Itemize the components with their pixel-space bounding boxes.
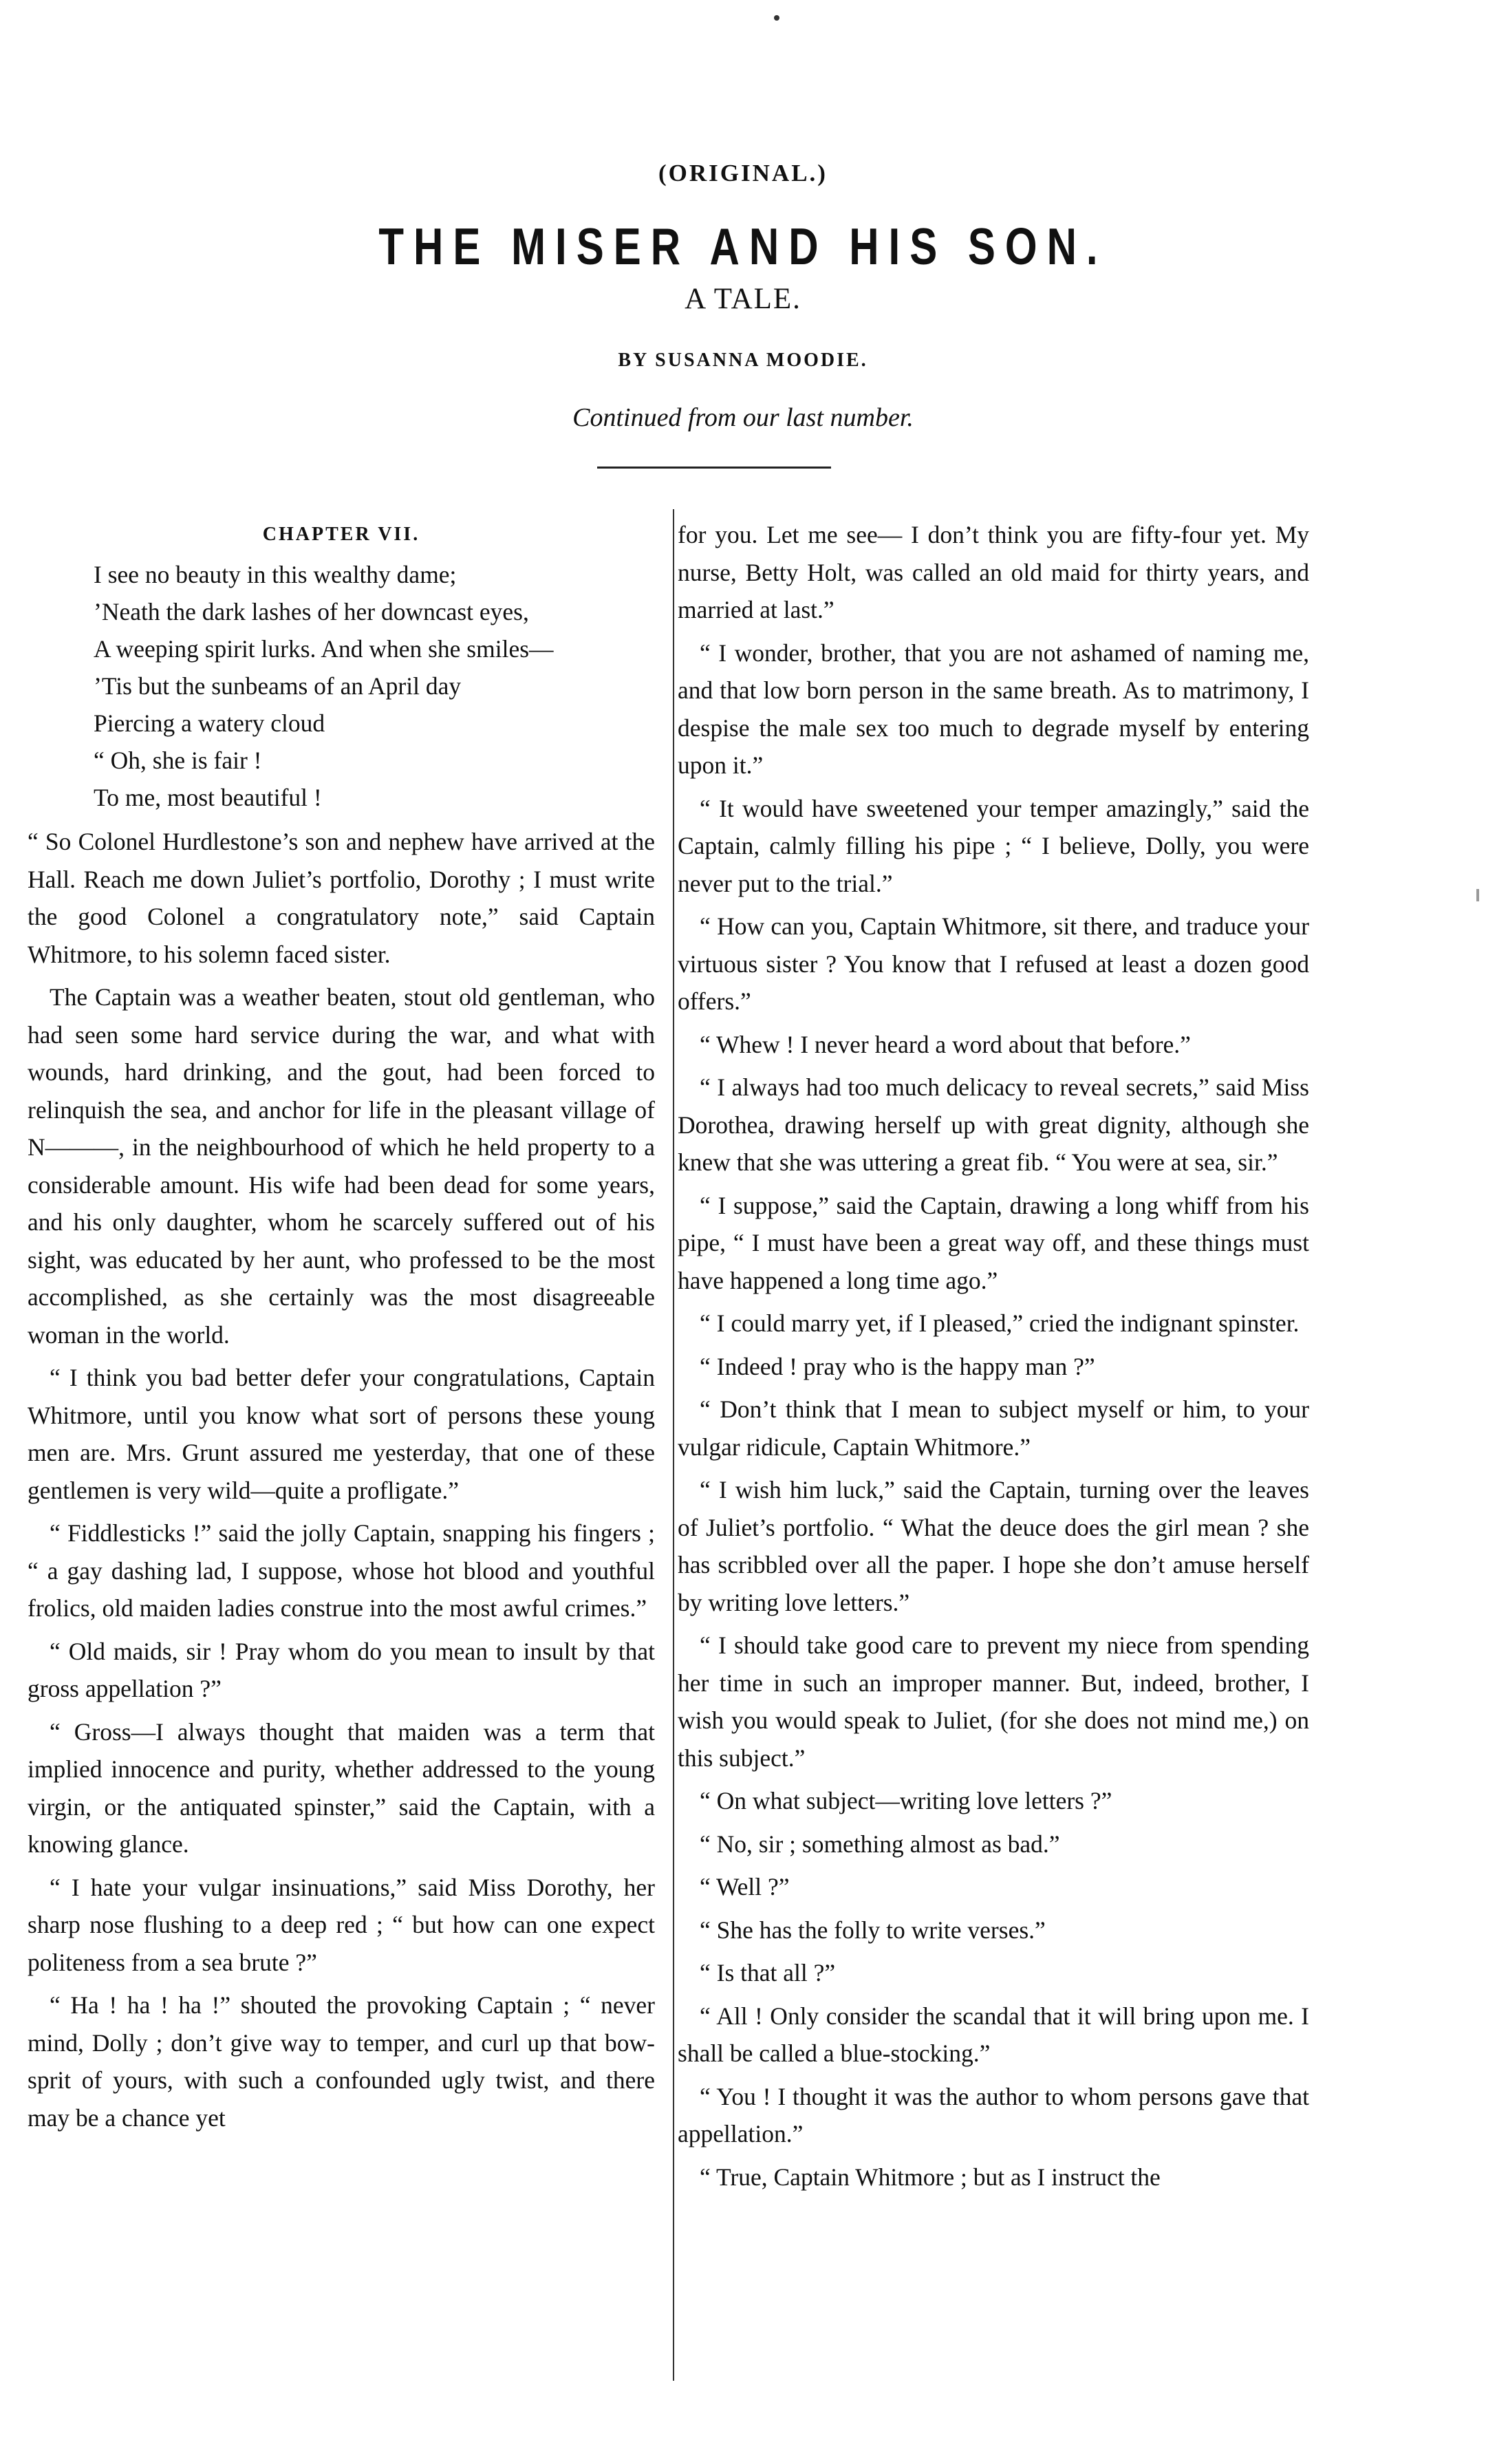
column-divider (673, 509, 674, 2381)
paragraph: “ No, sir ; something almost as bad.” (700, 1830, 1060, 1858)
paragraph: “ Don’t think that I mean to subject myself or him, to your vulgar ridicule, Captain Whitmore.” (678, 1395, 1309, 1461)
paragraph: “ Well ?” (700, 1873, 790, 1900)
title-rule (597, 467, 831, 469)
verse-line: ’Neath the dark lashes of her downcast eyes, (94, 598, 529, 625)
paragraph: “ I hate your vulgar insinuations,” said Miss Dorothy, her sharp nose flushing to a deep red ; “ but how can one expect politeness from a sea brute ?” (28, 1873, 655, 1976)
paragraph: “ On what subject—writing love letters ?” (700, 1787, 1112, 1814)
paragraph: “ All ! Only consider the scandal that it will bring upon me. I shall be called a blue-stocking.” (678, 2002, 1309, 2067)
left-column (28, 516, 655, 2142)
epigraph-verse (28, 556, 655, 816)
paragraph: “ You ! I thought it was the author to whom persons gave that appellation.” (678, 2082, 1309, 2147)
story-subtitle: A TALE. (685, 283, 801, 315)
author-byline: BY SUSANNA MOODIE. (618, 350, 868, 371)
paragraph: “ I could marry yet, if I pleased,” cried the indignant spinster. (700, 1309, 1300, 1337)
paragraph: “ Is that all ?” (700, 1959, 836, 1986)
paragraph: “ Fiddlesticks !” said the jolly Captain, snapping his fingers ; “ a gay dashing lad, I suppose, whose hot blood and youthful frolics, old maiden ladies construe into the most awful crimes.” (28, 1519, 655, 1622)
verse-line: I see no beauty in this wealthy dame; (94, 561, 457, 588)
paragraph: for you. Let me see— I don’t think you are fifty-four yet. My nurse, Betty Holt, was called an old maid for thirty years, and married at last.” (678, 521, 1309, 623)
verse-line: “ Oh, she is fair ! (94, 747, 262, 774)
paragraph: “ Ha ! ha ! ha !” shouted the provoking Captain ; “ never mind, Dolly ; don’t give way to temper, and curl up that bow-sprit of yours, with such a confounded ugly twist, and there may be a chance yet (28, 1991, 655, 2132)
verse-line: To me, most beautiful ! (94, 784, 322, 811)
paragraph: “ I wonder, brother, that you are not ashamed of naming me, and that low born person in the same breath. As to matrimony, I despise the male sex too much to degrade myself by entering upon it.” (678, 639, 1309, 779)
paragraph: “ I suppose,” said the Captain, drawing a long whiff from his pipe, “ I must have been a great way off, and these things must have happened a long time ago.” (678, 1191, 1309, 1294)
original-label: (ORIGINAL.) (658, 160, 828, 186)
paragraph: “ I should take good care to prevent my niece from spending her time in such an improper manner. But, indeed, brother, I wish you would speak to Juliet, (for she does not mind me,) on this subject.” (678, 1631, 1309, 1772)
paragraph: The Captain was a weather beaten, stout old gentleman, who had seen some hard service during the war, and what with wounds, hard drinking, and the gout, had been forced to relinquish the sea, and anchor for life in the pleasant village of N———, in the neighbourhood of which he held property to a considerable amount. His wife had been dead for some years, and his only daughter, whom he scarcely suffered out of his sight, was educated by her aunt, who professed to be the most accomplished, as she certainly was the most disagreeable woman in the world. (28, 983, 655, 1349)
verse-line: Piercing a watery cloud (94, 709, 325, 737)
paragraph: “ True, Captain Whitmore ; but as I instruct the (700, 2163, 1161, 2191)
page-edge-mark (1476, 889, 1479, 901)
paragraph: “ Old maids, sir ! Pray whom do you mean to insult by that gross appellation ?” (28, 1637, 655, 1702)
paragraph: “ I think you bad better defer your congratulations, Captain Whitmore, until you know what sort of persons these young men are. Mrs. Grunt assured me yesterday, that one of these gentlemen is very wild—quite a profligate.” (28, 1364, 655, 1504)
verse-line: ’Tis but the sunbeams of an April day (94, 672, 462, 700)
ink-speck (774, 15, 779, 21)
verse-line: A weeping spirit lurks. And when she smiles— (94, 635, 554, 663)
right-column (678, 516, 1309, 2201)
paragraph: “ She has the folly to write verses.” (700, 1916, 1046, 1944)
paragraph: “ Whew ! I never heard a word about that before.” (700, 1030, 1191, 1058)
paragraph: “ So Colonel Hurdlestone’s son and nephew have arrived at the Hall. Reach me down Juliet’s portfolio, Dorothy ; I must write the good Colonel a congratulatory note,” said Captain Whitmore, to his solemn faced sister. (28, 828, 655, 968)
paragraph: “ I wish him luck,” said the Captain, turning over the leaves of Juliet’s portfolio. “ What the deuce does the girl mean ? she has scribbled over all the paper. I hope she don’t amuse herself by writing love letters.” (678, 1476, 1309, 1616)
continued-note: Continued from our last number. (572, 403, 914, 432)
paragraph: “ How can you, Captain Whitmore, sit there, and traduce your virtuous sister ? You know that I refused at least a dozen good offers.” (678, 912, 1309, 1015)
paragraph: “ Gross—I always thought that maiden was a term that implied innocence and purity, whether addressed to the young virgin, or the antiquated spinster,” said the Captain, with a knowing glance. (28, 1717, 655, 1858)
paragraph: “ Indeed ! pray who is the happy man ?” (700, 1352, 1095, 1380)
chapter-heading: CHAPTER VII. (262, 524, 420, 545)
paragraph: “ It would have sweetened your temper amazingly,” said the Captain, calmly filling his pipe ; “ I believe, Dolly, you were never put to the trial.” (678, 794, 1309, 897)
paragraph: “ I always had too much delicacy to reveal secrets,” said Miss Dorothea, drawing herself up with great dignity, although she knew that she was uttering a great fib. “ You were at sea, sir.” (678, 1073, 1309, 1176)
story-title: THE MISER AND HIS SON. (378, 217, 1108, 275)
